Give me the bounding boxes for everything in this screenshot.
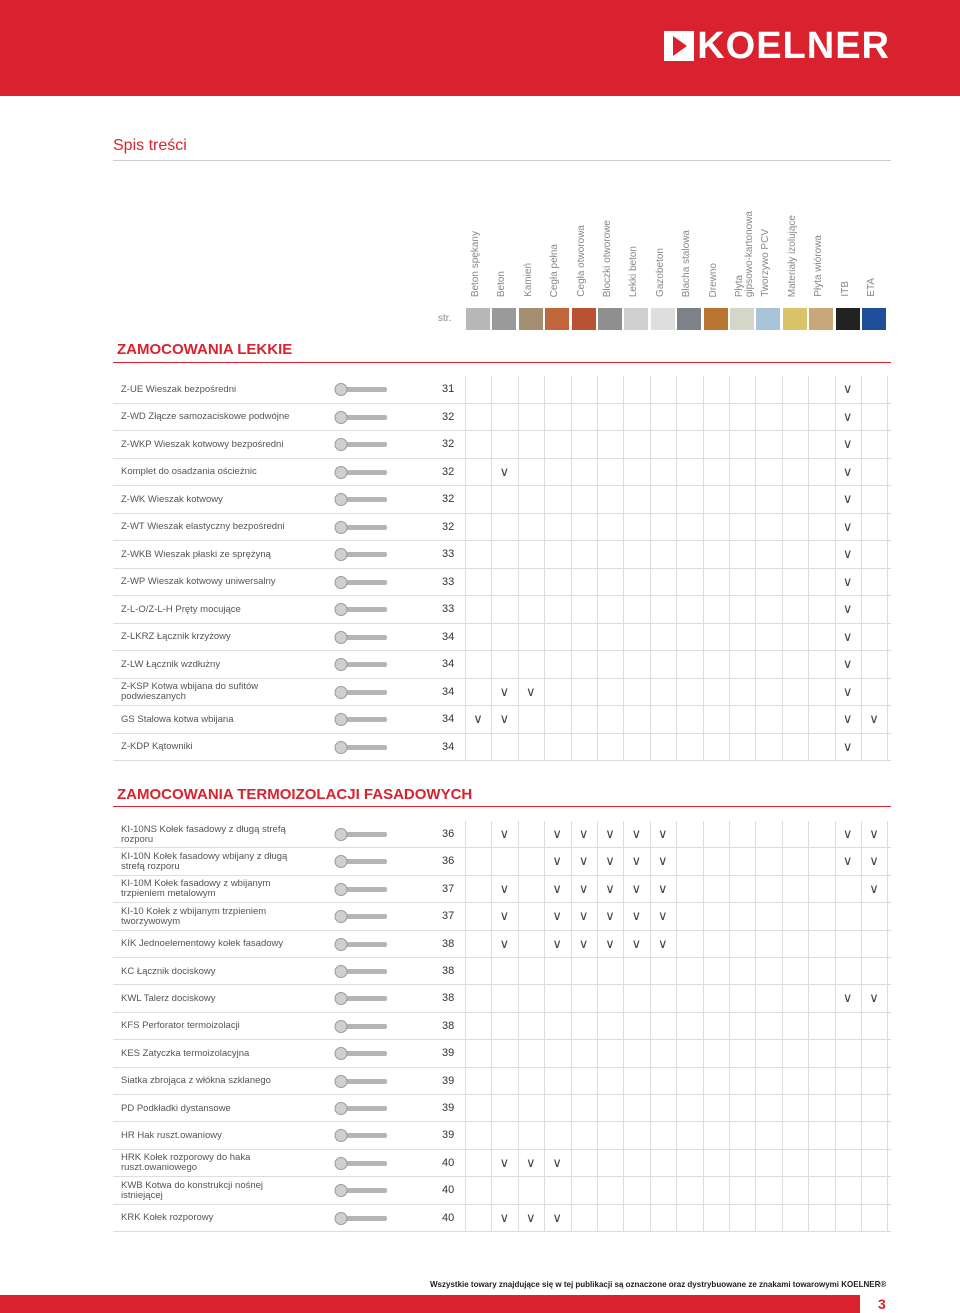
section-title-thermo: ZAMOCOWANIA TERMOIZOLACJI FASADOWYCH (117, 786, 473, 803)
product-image (331, 1125, 393, 1146)
check-mark-icon: ∨ (499, 935, 510, 951)
check-mark-icon: ∨ (842, 381, 853, 396)
page-reference: 33 (442, 575, 455, 588)
material-swatch-icon (492, 308, 516, 330)
table-row (113, 431, 891, 459)
grid-line (544, 376, 545, 761)
page-reference: 32 (442, 438, 455, 450)
column-header-2: Kamień (522, 263, 534, 297)
check-mark-icon: ∨ (631, 908, 642, 924)
check-mark-icon: ∨ (552, 853, 562, 869)
page-reference: 34 (442, 630, 455, 643)
product-name: Z-WD Złącze samozaciskowe podwójne (121, 411, 290, 422)
table-row (113, 486, 891, 514)
check-mark-icon: ∨ (842, 518, 853, 534)
grid-line (861, 821, 862, 1232)
table-row (113, 596, 891, 624)
product-image (331, 879, 393, 900)
check-mark-icon: ∨ (869, 826, 879, 841)
table-row (113, 848, 891, 875)
check-mark-icon: ∨ (869, 853, 879, 869)
check-mark-icon: ∨ (499, 908, 510, 924)
column-header-1: Beton (496, 270, 508, 297)
column-header-11: Tworzywo PCV (760, 229, 772, 297)
product-image (331, 1208, 393, 1229)
table-row (113, 514, 891, 542)
page-reference: 38 (442, 937, 455, 950)
table-row (113, 1205, 891, 1232)
check-mark-icon: ∨ (578, 880, 589, 896)
grid-line (650, 821, 651, 1232)
check-mark-icon: ∨ (842, 408, 853, 424)
product-name: Z-LW Łącznik wzdłużny (121, 658, 221, 670)
material-swatch-icon (466, 308, 490, 330)
column-header-4: Cegła otworowa (575, 225, 587, 297)
product-image (331, 824, 393, 845)
column-header-14: ITB (839, 281, 851, 297)
material-swatch-icon (598, 308, 622, 330)
product-name: GS Stalowa kotwa wbijana (121, 713, 234, 725)
title-divider (113, 160, 891, 161)
page-reference: 32 (442, 493, 455, 505)
material-swatch-icon (677, 308, 701, 330)
check-mark-icon: ∨ (526, 683, 536, 699)
check-mark-icon: ∨ (842, 546, 853, 561)
table-row (113, 821, 891, 848)
product-name: Z-WP Wieszak kotwowy uniwersalny (121, 576, 276, 587)
table-row (113, 931, 891, 958)
product-name: Z-LKRZ Łącznik krzyżowy (121, 631, 231, 642)
material-swatch-icon (730, 308, 754, 330)
grid-line (597, 376, 598, 761)
grid-line (571, 376, 572, 761)
check-mark-icon: ∨ (658, 908, 668, 924)
product-image (331, 599, 393, 620)
product-name: Z-WKP Wieszak kotwowy bezpośredni (121, 438, 284, 450)
grid-line (597, 821, 598, 1232)
logo-mark-icon (664, 31, 694, 61)
column-header-5: Bloczki otworowe (602, 219, 613, 297)
grid-line (887, 376, 888, 761)
product-image (331, 462, 393, 483)
product-image (331, 1043, 393, 1064)
page-number: 3 (878, 1296, 886, 1312)
page-reference: 34 (442, 685, 455, 698)
page-reference: 32 (442, 520, 455, 533)
page-column-label: str. (438, 313, 452, 324)
product-image (331, 489, 393, 510)
grid-line (544, 821, 545, 1232)
product-image (331, 654, 393, 675)
check-mark-icon: ∨ (552, 908, 562, 924)
check-mark-icon: ∨ (631, 826, 642, 841)
material-swatch-icon (624, 308, 648, 330)
check-mark-icon: ∨ (842, 628, 853, 644)
page-title: Spis treści (113, 137, 187, 154)
check-mark-icon: ∨ (631, 880, 642, 896)
table-row (113, 404, 891, 432)
check-mark-icon: ∨ (869, 880, 879, 896)
page-reference: 34 (442, 658, 455, 670)
check-mark-icon: ∨ (658, 880, 668, 896)
product-image (331, 737, 393, 758)
grid-line (861, 376, 862, 761)
product-name: HR Hak ruszt.owaniowy (121, 1129, 222, 1141)
product-name: PD Podkładki dystansowe (121, 1102, 231, 1114)
page-reference: 37 (442, 910, 455, 923)
check-mark-icon: ∨ (842, 853, 853, 869)
product-name: KWL Talerz dociskowy (121, 992, 216, 1004)
check-mark-icon: ∨ (552, 935, 562, 951)
check-mark-icon: ∨ (578, 826, 589, 841)
product-name: Komplet do osadzania ościeżnic (121, 466, 257, 477)
page-reference: 38 (442, 1019, 455, 1032)
product-name: Siatka zbrojąca z włókna szklanego (121, 1075, 271, 1087)
product-name: KES Zatyczka termoizolacyjna (121, 1047, 250, 1059)
table-row (113, 1013, 891, 1040)
page-reference: 31 (442, 383, 455, 395)
check-mark-icon: ∨ (658, 826, 668, 841)
material-swatch-icon (862, 308, 886, 330)
page-reference: 39 (442, 1129, 455, 1142)
check-mark-icon: ∨ (658, 935, 668, 951)
grid-line (782, 376, 783, 761)
check-mark-icon: ∨ (499, 1209, 510, 1225)
check-mark-icon: ∨ (552, 1154, 562, 1170)
page-reference: 38 (442, 992, 455, 1005)
check-mark-icon: ∨ (605, 853, 615, 869)
material-swatch-icon (756, 308, 780, 330)
check-mark-icon: ∨ (869, 990, 879, 1006)
product-image (331, 1153, 393, 1174)
table-row (113, 876, 891, 903)
grid-line (835, 821, 836, 1232)
product-image (331, 517, 393, 538)
product-image (331, 934, 393, 955)
product-name: KRK Kołek rozporowy (121, 1212, 214, 1224)
product-name: KFS Perforator termoizolacji (121, 1020, 240, 1032)
footer-bar (0, 1295, 860, 1313)
material-swatch-icon (783, 308, 807, 330)
check-mark-icon: ∨ (842, 491, 853, 506)
table-row (113, 679, 891, 707)
grid-line (571, 821, 572, 1232)
check-mark-icon: ∨ (605, 880, 615, 896)
product-image (331, 407, 393, 428)
product-image (331, 988, 393, 1009)
footer-trademark-note: Wszystkie towary znajdujące się w tej publikacji są oznaczone oraz dystrybuowane ze znakami towarowymi KOELNER® (430, 1280, 887, 1289)
check-mark-icon: ∨ (605, 935, 615, 951)
column-header-9: Drewno (707, 262, 719, 297)
check-mark-icon: ∨ (605, 908, 615, 924)
check-mark-icon: ∨ (499, 463, 510, 479)
product-image (331, 709, 393, 730)
product-name: Z-UE Wieszak bezpośredni (121, 383, 237, 395)
product-name: KI-10 Kołek z wbijanym trzpieniem tworzywowym (121, 905, 267, 927)
page-reference: 40 (442, 1156, 455, 1169)
product-image (331, 572, 393, 593)
check-mark-icon: ∨ (578, 853, 589, 869)
product-name: KI-10NS Kołek fasadowy z długą strefą rozporu (121, 823, 286, 845)
material-swatch-icon (704, 308, 728, 330)
grid-line (465, 376, 466, 761)
product-image (331, 1016, 393, 1037)
product-name: KI-10N Kołek fasadowy wbijany z długą strefą rozporu (121, 850, 288, 872)
page-reference: 40 (442, 1211, 455, 1224)
page-reference: 39 (442, 1102, 455, 1114)
grid-line (887, 821, 888, 1232)
table-row (113, 734, 891, 762)
check-mark-icon: ∨ (842, 601, 853, 616)
grid-line (808, 821, 809, 1232)
page-reference: 40 (442, 1184, 455, 1197)
product-image (331, 627, 393, 648)
product-image (331, 906, 393, 927)
grid-line (676, 376, 677, 761)
grid-line (491, 821, 492, 1232)
grid-line (623, 821, 624, 1232)
table-row (113, 903, 891, 930)
table-row (113, 958, 891, 985)
table-row (113, 651, 891, 679)
grid-line (623, 376, 624, 761)
table-row (113, 1150, 891, 1177)
check-mark-icon: ∨ (842, 711, 853, 726)
page-reference: 37 (442, 882, 455, 895)
material-swatch-icon (836, 308, 860, 330)
grid-line (491, 376, 492, 761)
page-reference: 39 (442, 1074, 455, 1087)
table-row (113, 1122, 891, 1149)
page-reference: 33 (442, 548, 455, 560)
product-name: KC Łącznik dociskowy (121, 965, 216, 977)
grid-line (650, 376, 651, 761)
grid-line (703, 821, 704, 1232)
page-reference: 32 (442, 465, 455, 478)
check-mark-icon: ∨ (578, 935, 589, 951)
product-image (331, 434, 393, 455)
column-header-8: Blacha stalowa (681, 229, 693, 297)
product-name: Z-KSP Kotwa wbijana do sufitów podwieszanych (121, 681, 259, 702)
grid-line (518, 821, 519, 1232)
grid-line (518, 376, 519, 761)
grid-line (755, 821, 756, 1232)
page-reference: 36 (442, 855, 455, 868)
check-mark-icon: ∨ (658, 853, 668, 869)
grid-line (808, 376, 809, 761)
check-mark-icon: ∨ (842, 463, 853, 479)
check-mark-icon: ∨ (842, 990, 853, 1006)
check-mark-icon: ∨ (526, 1154, 536, 1170)
check-mark-icon: ∨ (631, 853, 642, 869)
page-reference: 33 (442, 603, 455, 615)
table-row (113, 541, 891, 569)
column-header-13: Płyta wiórowa (813, 235, 825, 297)
material-swatch-icon (651, 308, 675, 330)
check-mark-icon: ∨ (842, 573, 853, 589)
product-image (331, 1071, 393, 1092)
product-name: Z-WK Wieszak kotwowy (121, 493, 223, 505)
koelner-logo (664, 27, 890, 65)
check-mark-icon: ∨ (552, 826, 562, 841)
check-mark-icon: ∨ (842, 436, 853, 451)
table-row (113, 459, 891, 487)
logo-text: KOELNER (697, 25, 890, 67)
table-row (113, 1095, 891, 1122)
check-mark-icon: ∨ (552, 1209, 562, 1225)
table-row (113, 1068, 891, 1095)
table-row (113, 569, 891, 597)
page-reference: 32 (442, 410, 455, 423)
check-mark-icon: ∨ (842, 683, 853, 699)
check-mark-icon: ∨ (499, 1154, 510, 1170)
check-mark-icon: ∨ (499, 880, 510, 896)
material-swatch-icon (809, 308, 833, 330)
page-reference: 38 (442, 965, 455, 977)
table-row (113, 624, 891, 652)
check-mark-icon: ∨ (552, 880, 562, 896)
check-mark-icon: ∨ (842, 826, 853, 841)
check-mark-icon: ∨ (605, 826, 615, 841)
check-mark-icon: ∨ (473, 711, 483, 726)
product-name: Z-WKB Wieszak płaski ze sprężyną (121, 548, 271, 560)
product-image (331, 544, 393, 565)
table-row (113, 376, 891, 404)
grid-line (782, 821, 783, 1232)
check-mark-icon: ∨ (578, 908, 589, 924)
grid-line (465, 821, 466, 1232)
page-reference: 39 (442, 1047, 455, 1060)
check-mark-icon: ∨ (499, 683, 510, 699)
product-image (331, 379, 393, 400)
product-name: HRK Kołek rozporowy do haka ruszt.owaniowego (121, 1152, 251, 1174)
grid-line (755, 376, 756, 761)
table-row (113, 1177, 891, 1204)
header-bar (0, 0, 960, 96)
column-header-10: Płyta gipsowo-kartonowa (734, 210, 755, 297)
table-row (113, 1040, 891, 1067)
product-name: Z-L-O/Z-L-H Pręty mocujące (121, 603, 241, 615)
material-swatch-icon (572, 308, 596, 330)
grid-line (676, 821, 677, 1232)
product-name: Z-KDP Kątowniki (121, 741, 193, 752)
product-name: KI-10M Kołek fasadowy z wbijanym trzpieniem metalowym (121, 878, 271, 900)
product-name: KWB Kotwa do konstrukcji nośnej istniejącej (121, 1179, 264, 1201)
check-mark-icon: ∨ (526, 1209, 536, 1225)
page-reference: 36 (442, 828, 455, 840)
product-image (331, 682, 393, 703)
product-image (331, 1180, 393, 1201)
product-image (331, 851, 393, 872)
grid-line (703, 376, 704, 761)
check-mark-icon: ∨ (842, 656, 853, 671)
table-row (113, 706, 891, 734)
material-swatch-icon (545, 308, 569, 330)
check-mark-icon: ∨ (631, 935, 642, 951)
check-mark-icon: ∨ (499, 826, 510, 841)
check-mark-icon: ∨ (499, 711, 510, 726)
column-header-12: Materiały izolujące (786, 214, 798, 297)
section-divider-thermo (113, 806, 891, 807)
column-header-15: ETA (866, 278, 877, 297)
page-reference: 34 (442, 713, 455, 725)
check-mark-icon: ∨ (869, 711, 879, 726)
grid-line (835, 376, 836, 761)
column-header-7: Gazobeton (654, 248, 666, 297)
product-name: Z-WT Wieszak elastyczny bezpośredni (121, 521, 285, 532)
column-header-0: Beton spękany (470, 230, 481, 297)
section-divider-light (113, 362, 891, 363)
column-header-6: Lekki beton (628, 245, 640, 297)
column-header-3: Cegła pełna (549, 243, 561, 297)
section-title-light: ZAMOCOWANIA LEKKIE (117, 341, 293, 358)
material-swatch-icon (519, 308, 543, 330)
grid-line (729, 821, 730, 1232)
product-image (331, 961, 393, 982)
product-name: KIK Jednoelementowy kołek fasadowy (121, 938, 284, 950)
page-reference: 34 (442, 740, 455, 753)
table-row (113, 985, 891, 1012)
product-image (331, 1098, 393, 1119)
check-mark-icon: ∨ (842, 738, 853, 754)
grid-line (729, 376, 730, 761)
